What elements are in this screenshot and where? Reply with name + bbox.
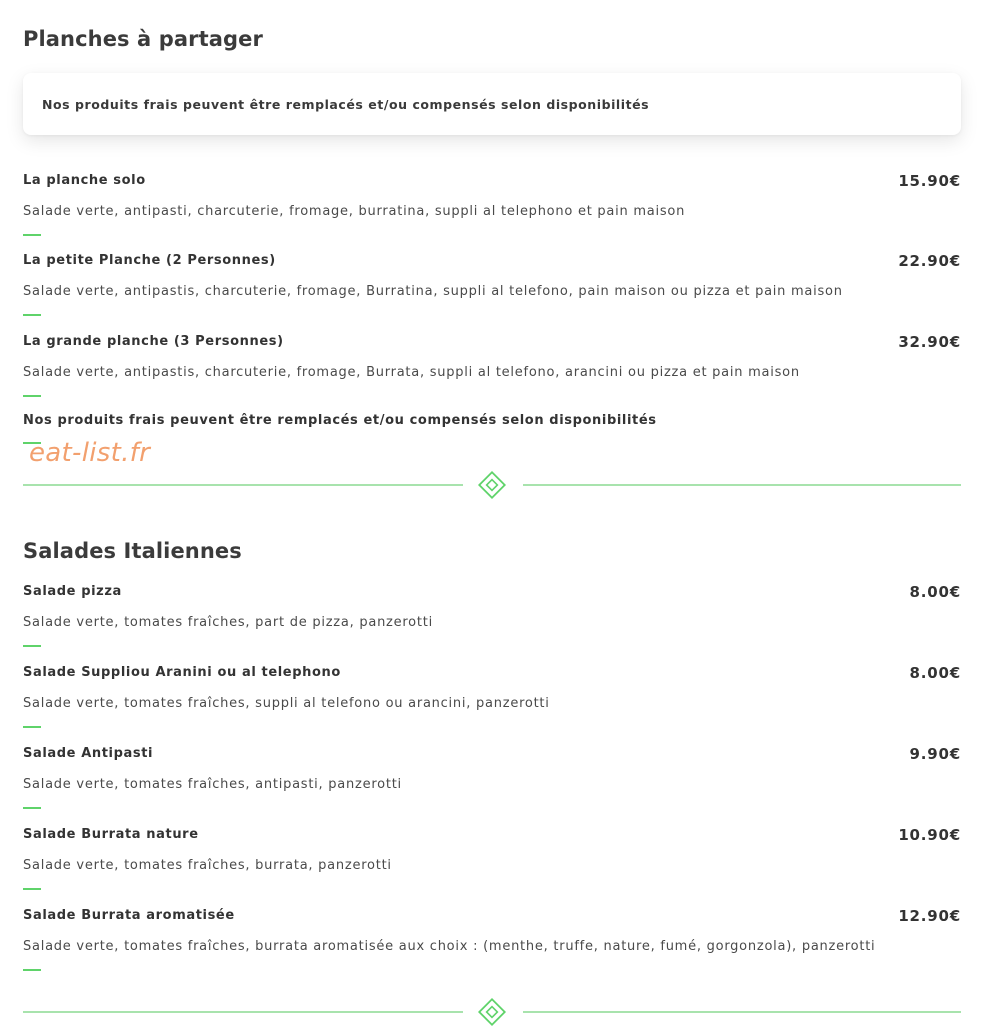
item-price: 8.00€	[909, 664, 961, 682]
item-separator-dash	[23, 234, 41, 236]
item-separator-dash	[23, 726, 41, 728]
item-price: 8.00€	[909, 583, 961, 601]
item-description: Salade verte, tomates fraîches, antipasti, panzerotti	[23, 777, 402, 792]
divider-line-right	[523, 1011, 961, 1013]
item-description: Salade verte, antipasti, charcuterie, fromage, burratina, suppli al telephono et pain maison	[23, 204, 686, 219]
section-title-salades: Salades Italiennes	[23, 539, 242, 563]
item-price: 22.90€	[898, 252, 961, 270]
divider-line-right	[523, 484, 961, 486]
item-name: Salade Burrata aromatisée	[23, 908, 235, 923]
item-description: Salade verte, tomates fraîches, suppli al telefono ou arancini, panzerotti	[23, 696, 550, 711]
item-separator-dash	[23, 395, 41, 397]
item-name: Salade Burrata nature	[23, 827, 199, 842]
item-price: 15.90€	[898, 172, 961, 190]
diamond-ornament-icon	[478, 998, 506, 1026]
item-separator-dash	[23, 807, 41, 809]
item-name: La petite Planche (2 Personnes)	[23, 253, 276, 268]
item-price: 10.90€	[898, 826, 961, 844]
item-name: Salade Antipasti	[23, 746, 154, 761]
section-divider	[23, 471, 961, 499]
item-separator-dash	[23, 888, 41, 890]
diamond-ornament-icon	[478, 471, 506, 499]
item-description: Salade verte, antipastis, charcuterie, fromage, Burratina, suppli al telefono, pain maison ou pizza et pain maison	[23, 284, 843, 299]
section-divider	[23, 998, 961, 1026]
notice-box	[23, 73, 961, 135]
section-title-planches: Planches à partager	[23, 27, 263, 51]
item-separator-dash	[23, 314, 41, 316]
item-name: Salade Suppliou Aranini ou al telephono	[23, 665, 341, 680]
notice-text: Nos produits frais peuvent être remplacés et/ou compensés selon disponibilités	[42, 97, 650, 112]
item-description: Salade verte, antipastis, charcuterie, fromage, Burrata, suppli al telefono, arancini ou pizza et pain maison	[23, 365, 800, 380]
divider-line-left	[23, 1011, 463, 1013]
item-separator-dash	[23, 969, 41, 971]
item-description: Salade verte, tomates fraîches, burrata, panzerotti	[23, 858, 392, 873]
item-description: Salade verte, tomates fraîches, part de pizza, panzerotti	[23, 615, 433, 630]
divider-line-left	[23, 484, 463, 486]
item-separator-dash	[23, 645, 41, 647]
item-name: La grande planche (3 Personnes)	[23, 334, 284, 349]
item-price: 9.90€	[909, 745, 961, 763]
item-name: La planche solo	[23, 173, 146, 188]
item-price: 32.90€	[898, 333, 961, 351]
watermark: eat-list.fr	[29, 438, 151, 468]
item-price: 12.90€	[898, 907, 961, 925]
item-name: Salade pizza	[23, 584, 122, 599]
availability-footnote: Nos produits frais peuvent être remplacés et/ou compensés selon disponibilités	[23, 413, 657, 428]
item-description: Salade verte, tomates fraîches, burrata aromatisée aux choix : (menthe, truffe, nature, fumé, gorgonzola), panzerotti	[23, 939, 876, 954]
